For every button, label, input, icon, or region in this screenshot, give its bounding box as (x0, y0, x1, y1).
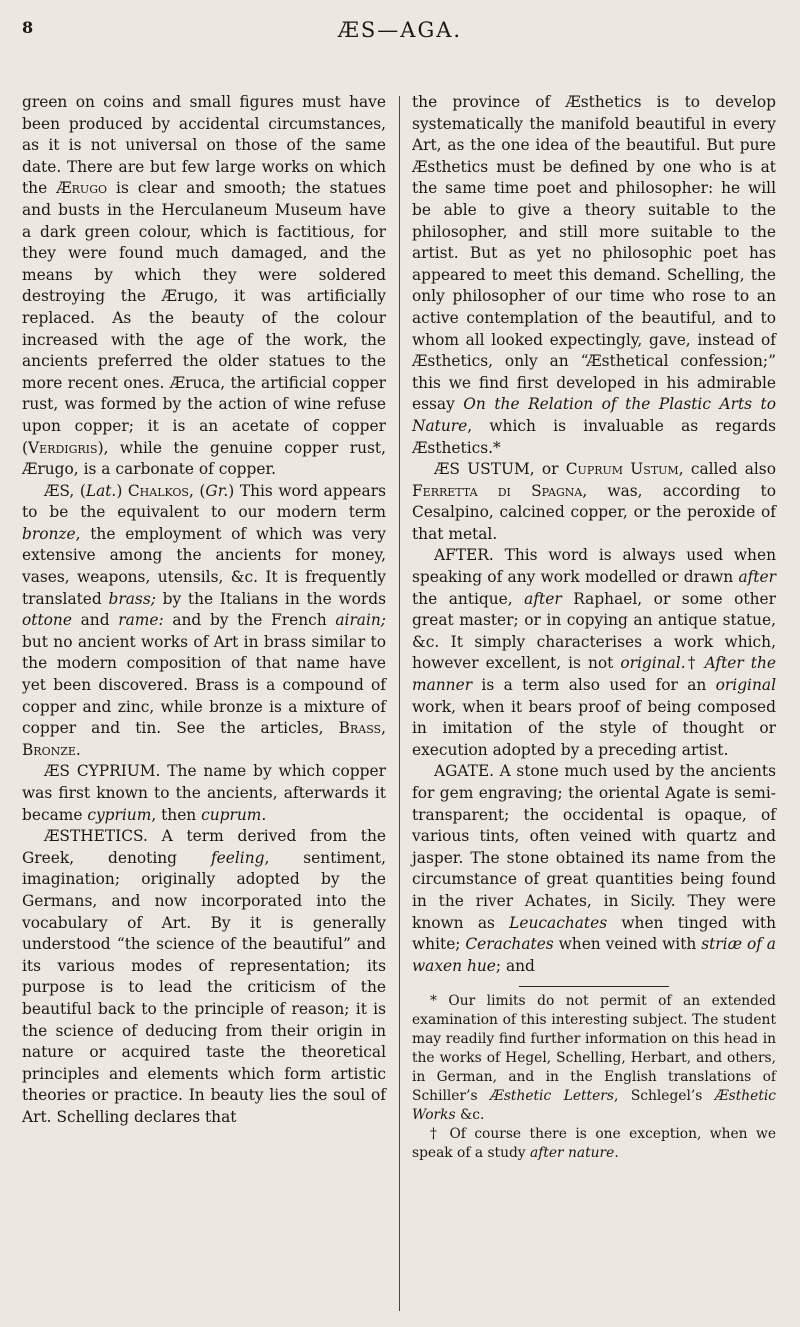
right-column (412, 92, 776, 1163)
footnotes (412, 992, 776, 1163)
footnote-separator (519, 986, 669, 987)
column-divider (399, 96, 400, 1311)
footnote-1: * Our limits do not permit of an extended examination of this interesting subject. The student may readily find further information on this head in the works of Hegel, Schelling, Herbart, and others, in German, and in the English translations of Schiller’s Æsthetic Letters, Schlegel’s Æsthetic Works &c. (412, 993, 777, 1124)
running-head: ÆS—AGA. (337, 18, 463, 42)
continued-paragraph: green on coins and small figures must have been produced by accidental circumstances, as it is not universal on those of the same date. There are but few large works on which the Ærugo is clear and smooth; the statues and busts in the Herculaneum Museum have a dark green colour, which is factitious, for they were found much damaged, and the means by which they were soldered destroying the Ærugo, it was artificially replaced. As the beauty of the colour increased with the age of the work, the ancients preferred the older statues to the more recent ones. Æruca, the artificial copper rust, was formed by the action of wine refuse upon copper; it is an acetate of copper (Verdigris), while the genuine copper rust, Ærugo, is a carbonate of copper. (22, 93, 386, 479)
entry-headword: AFTER. (434, 546, 494, 565)
entry-headword: ÆS USTUM, (434, 460, 535, 479)
entry-aes-ustum: ÆS USTUM, or Cuprum Ustum, called also Ferretta di Spagna, was, according to Cesalpino, calcined copper, or the peroxide of that metal. (412, 460, 776, 543)
entry-aes-cyprium: ÆS CYPRIUM. The name by which copper was first known to the ancients, afterwards it became cyprium, then cuprum. (22, 762, 386, 824)
entry-headword: ÆSTHETICS. (44, 827, 148, 846)
entry-aesthetics: ÆSTHETICS. A term derived from the Greek, denoting feeling, sentiment, imagination; originally adopted by the Germans, and now incorporated into the vocabulary of Art. By it is generally understood “the science of the beautiful” and its various modes of representation; its purpose is to lead the criticism of the beautiful back to the principle of reason; it is the science of deducing from their origin in nature or acquired taste the theoretical principles and elements which form artistic theories or practice. In beauty lies the soul of Art. Schelling declares that (22, 827, 386, 1126)
entry-aes: ÆS, (Lat.) Chalkos, (Gr.) This word appears to be the equivalent to our modern term bronze, the employment of which was very extensive among the ancients for money, vases, weapons, utensils, &c. It is frequently translated brass; by the Italians in the words ottone and rame: and by the French airain; but no ancient works of Art in brass similar to the modern composition of that name have yet been discovered. Brass is a compound of copper and zinc, while bronze is a mixture of copper and tin. See the articles, Brass, Bronze. (22, 481, 386, 759)
entry-headword: ÆS (44, 481, 70, 500)
page-number: 8 (22, 18, 35, 37)
entry-headword: AGATE. (434, 762, 495, 781)
entry-headword: ÆS CYPRIUM. (44, 762, 161, 781)
entry-after: AFTER. This word is always used when speaking of any work modelled or drawn after the antique, after Raphael, or some other great master; or in copying an antique statue, &c. It simply characterises a work which, however excellent, is not original.† After the manner is a term also used for an original work, when it bears proof of being composed in imitation of the style of thought or execution adopted by a preceding artist. (412, 546, 776, 759)
continued-paragraph: the province of Æsthetics is to develop systematically the manifold beautiful in every Art, as the one idea of the beautiful. But pure Æsthetics must be defined by one who is at the same time poet and philosopher: he will be able to give a theory suitable to the philosopher, and still more suitable to the artist. But as yet no philosophic poet has appeared to meet this demand. Schelling, the only philosopher of our time who rose to an active contemplation of the beautiful, and to whom all looked expectingly, gave, instead of Æsthetics, only an “Æsthetical confession;” this we find first developed in his admirable essay On the Relation of the Plastic Arts to Nature, which is invaluable as regards Æsthetics.* (412, 93, 776, 457)
footnote-2: † Of course there is one exception, when we speak of a study after nature. (412, 1126, 776, 1162)
entry-agate: AGATE. A stone much used by the ancients for gem engraving; the oriental Agate is semi-transparent; the occidental is opaque, of various tints, often veined with quartz and jasper. The stone obtained its name from the circumstance of great quantities being found in the river Achates, in Sicily. They were known as Leucachates when tinged with white; Cerachates when veined with striæ of a waxen hue; and (412, 762, 776, 975)
left-column (22, 92, 386, 1129)
